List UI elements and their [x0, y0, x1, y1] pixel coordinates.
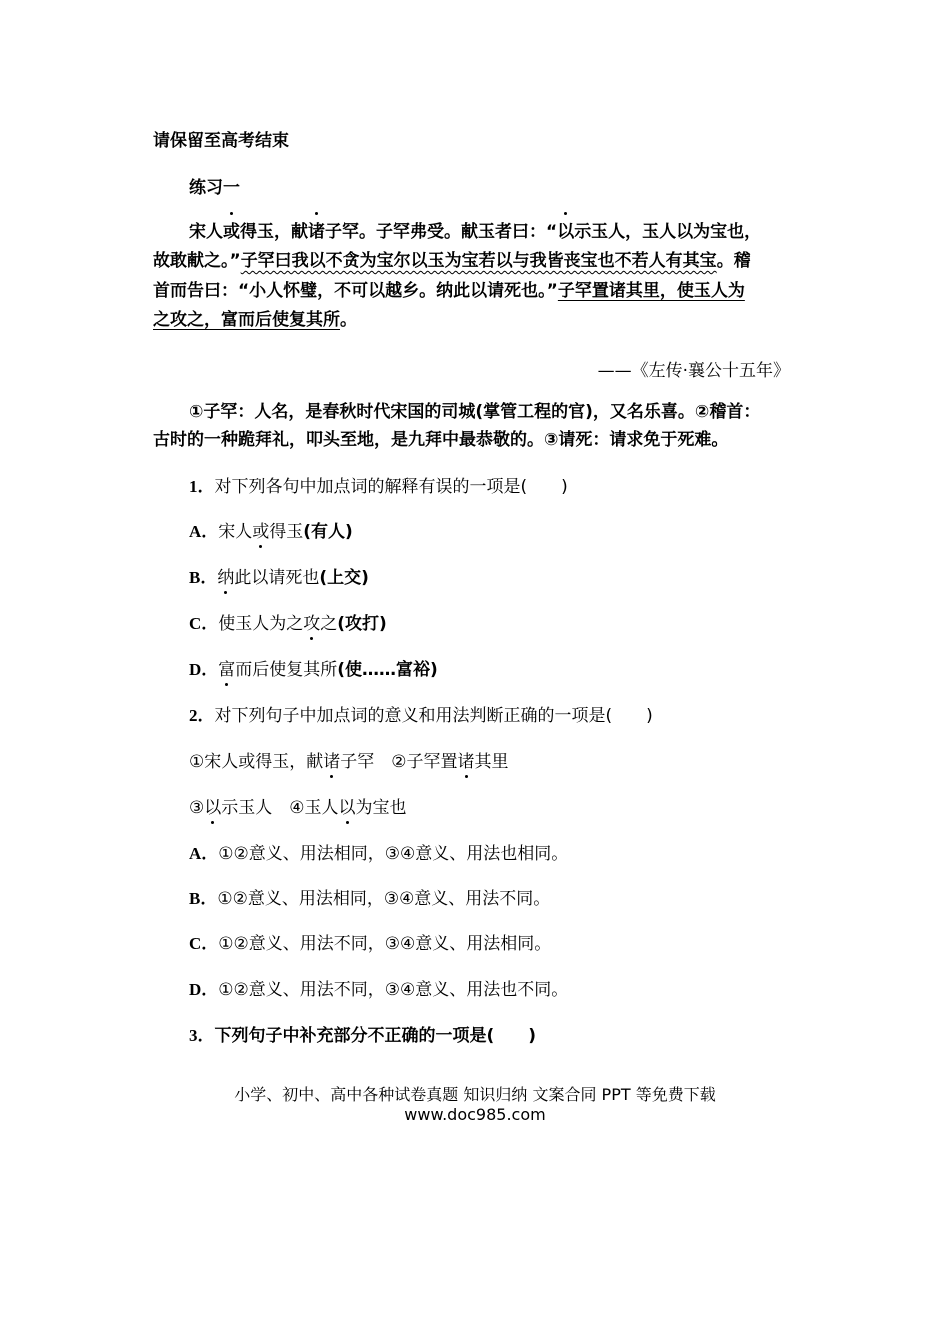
question-1-option-c: C．使玉人为之攻之(攻打)	[189, 614, 387, 634]
question-2-sentences-2: ③以示玉人 ④玉人以为宝也	[189, 798, 407, 818]
question-1-option-b: B．纳此以请死也(上交)	[189, 568, 369, 588]
footer-line-1: 小学、初中、高中各种试卷真题 知识归纳 文案合同 PPT 等免费下载	[234, 1085, 716, 1104]
question-3: 3．下列句子中补充部分不正确的一项是( )	[189, 1026, 537, 1046]
question-2-option-a: A．①②意义、用法相同，③④意义、用法也相同。	[189, 844, 569, 864]
question-2-option-c: C．①②意义、用法不同，③④意义、用法相同。	[189, 934, 552, 954]
passage-source: ——《左传·襄公十五年》	[597, 361, 790, 381]
footer-url[interactable]: www.doc985.com	[404, 1105, 546, 1124]
question-1-option-a: A．宋人或得玉(有人)	[189, 522, 353, 542]
question-1-option-d: D．富而后使复其所(使……富裕)	[189, 660, 438, 680]
question-1: 1．对下列各句中加点词的解释有误的一项是( )	[189, 477, 568, 497]
notes-line-1: ①子罕：人名，是春秋时代宋国的司城(掌管工程的官)，又名乐喜。②稽首：	[189, 402, 761, 422]
passage-line-1: 宋人或得玉，献诸子罕。子罕弗受。献玉者曰：“以示玉人，玉人以为宝也，	[189, 222, 762, 242]
question-2-option-b: B．①②意义、用法相同，③④意义、用法不同。	[189, 889, 551, 909]
passage-line-2: 故敢献之。”子罕曰我以不贪为宝尔以玉为宝若以与我皆丧宝也不若人有其宝。稽	[153, 251, 751, 271]
passage-line-4: 之攻之，富而后使复其所。	[153, 310, 357, 330]
notes-line-2: 古时的一种跪拜礼，叩头至地，是九拜中最恭敬的。③请死：请求免于死难。	[153, 430, 729, 450]
question-2: 2．对下列句子中加点词的意义和用法判断正确的一项是( )	[189, 706, 653, 726]
question-2-option-d: D．①②意义、用法不同，③④意义、用法也不同。	[189, 980, 569, 1000]
question-2-sentences-1: ①宋人或得玉，献诸子罕 ②子罕置诸其里	[189, 752, 509, 772]
passage-line-3: 首而告曰：“小人怀璧，不可以越乡。纳此以请死也。”子罕置诸其里，使玉人为	[153, 281, 745, 301]
header-note: 请保留至高考结束	[153, 131, 289, 151]
exercise-title: 练习一	[189, 178, 240, 198]
